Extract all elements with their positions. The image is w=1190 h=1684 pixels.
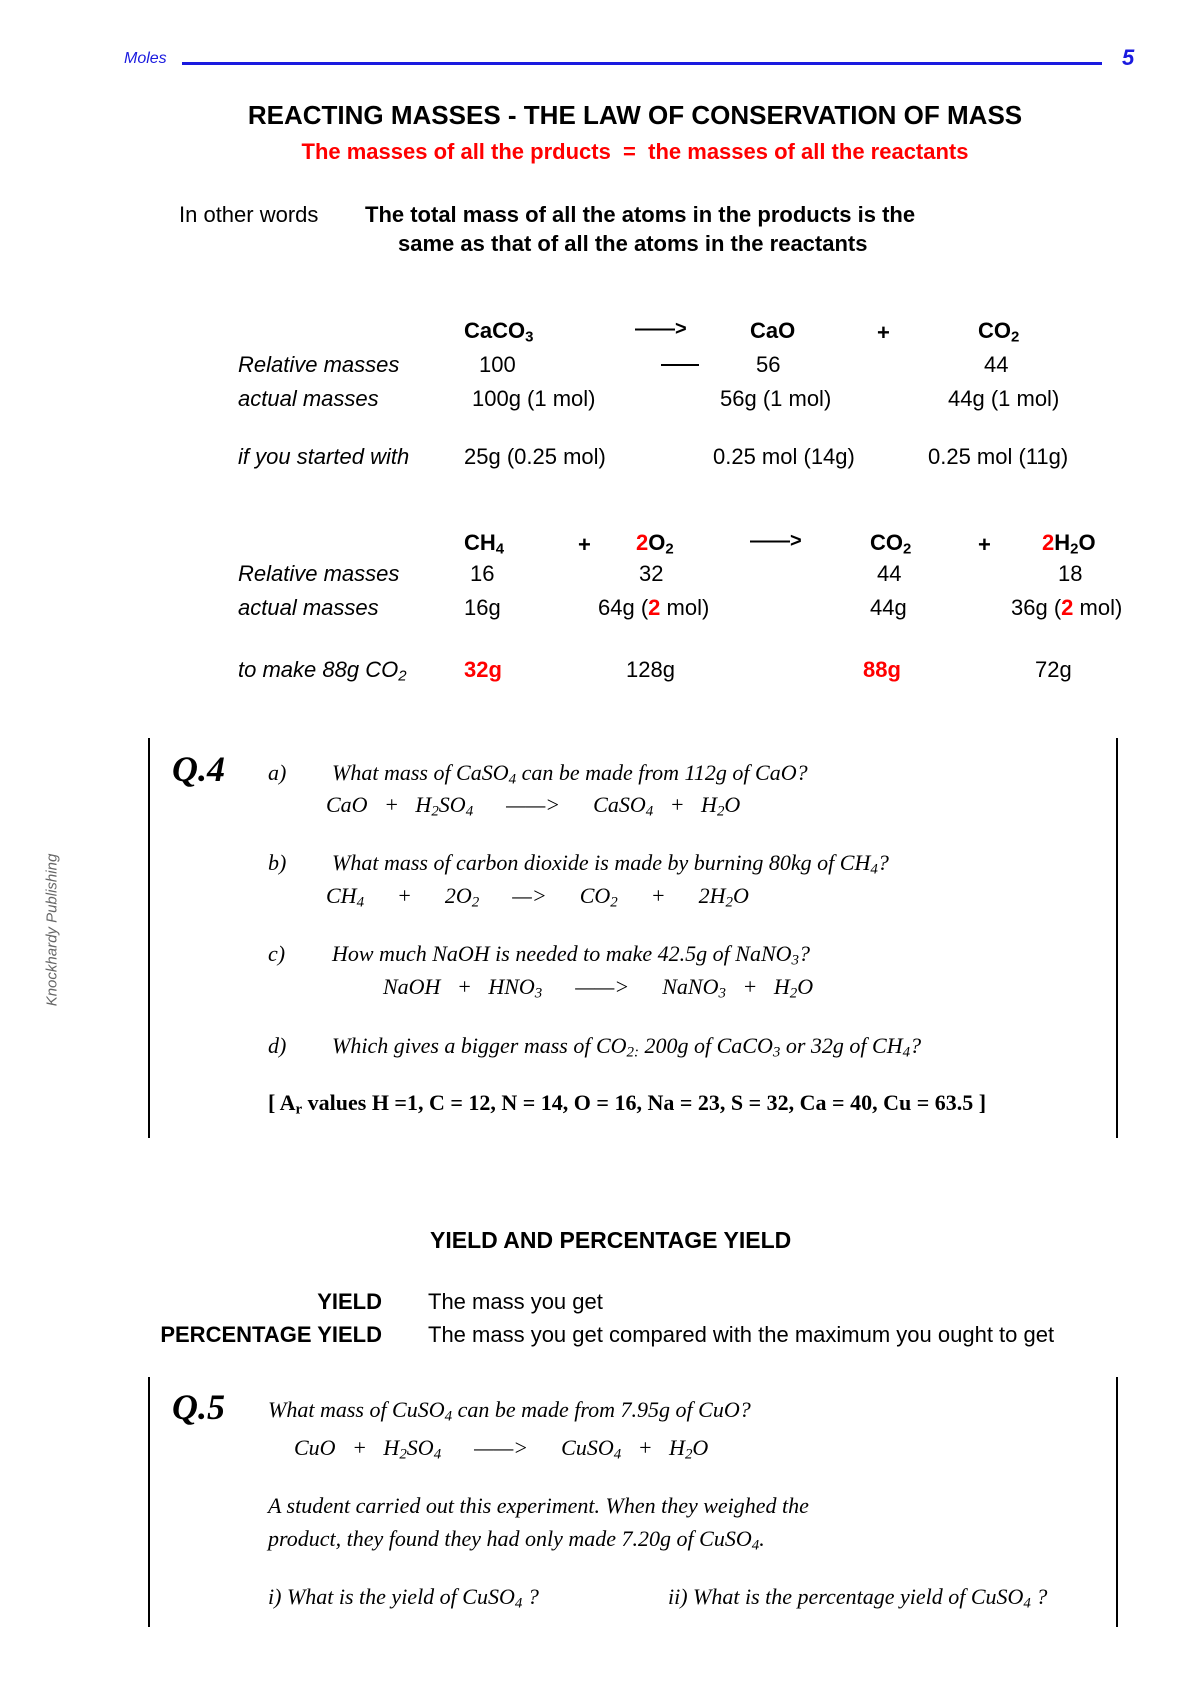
eq1-product1: CaO [750, 318, 796, 343]
eq1-rel-c3: 44 [984, 352, 1009, 377]
eq2-make-label: to make 88g $CO_2$ [238, 657, 407, 685]
q4-a-letter: a) [268, 760, 287, 785]
q4-a-equation: CaO + $H_2SO_4$ ——> CaSO$_4$ + $H_2O$ [326, 792, 741, 820]
subtitle [0, 139, 1190, 165]
q5-label: Q.5 [172, 1387, 225, 1427]
eq1-plus: + [877, 320, 890, 345]
eq2-act-3: 44g [870, 595, 907, 620]
yield-heading: YIELD AND PERCENTAGE YIELD [430, 1227, 792, 1253]
eq2-make-2: 128g [626, 657, 675, 682]
eq2-o2: $2O_2$ [636, 530, 674, 558]
q4-b-letter: b) [268, 850, 287, 875]
eq1-row-label-rel: Relative masses [238, 352, 400, 377]
q4-right-border [1116, 738, 1118, 1138]
eq2-h2o: $2H_2O$ [1042, 530, 1096, 558]
q5-paragraph-line1: A student carried out this experiment. When they weighed the [268, 1493, 809, 1518]
eq2-act-1: 16g [464, 595, 501, 620]
eq1-dash [661, 364, 699, 366]
q4-d-question: Which gives a bigger mass of $CO_{2:}$ 200g of CaCO$_3$ or 32g of $CH_4$? [332, 1033, 922, 1061]
subtitle-eq: = [623, 139, 636, 164]
subtitle-right: the masses of all the reactants [648, 139, 969, 164]
eq2-rel-4: 18 [1058, 561, 1083, 586]
eq1-start-c2: 0.25 mol (14g) [713, 444, 855, 469]
q4-b-equation: $CH_4$ + $2O_2$ —> $CO_2$ + $2H_2O$ [326, 883, 749, 911]
eq1-rel-c2: 56 [756, 352, 781, 377]
yield-definition: The mass you get [428, 1289, 603, 1314]
eq1-product2: $CO_2$ [978, 318, 1020, 346]
q4-left-border [148, 738, 150, 1138]
eq2-act-label: actual masses [238, 595, 379, 620]
q5-left-border [148, 1377, 150, 1627]
percentage-yield-label: PERCENTAGE YIELD [160, 1322, 382, 1347]
eq2-make-1: 32g [464, 657, 502, 682]
eq1-start-c3: 0.25 mol (11g) [928, 444, 1069, 469]
eq1-reactant: CaCO$_3$ [464, 318, 534, 346]
eq2-arrow: ——> [750, 530, 802, 552]
q5-question: What mass of CuSO$_4$ can be made from 7.95g of CuO? [268, 1397, 751, 1425]
q4-d-letter: d) [268, 1033, 287, 1058]
eq2-act-4: 36g (2 mol) [1011, 595, 1123, 620]
ar-values: [ $A_r$ values H =1, C = 12, N = 14, O = 16, Na = 23, S = 32, Ca = 40, Cu = 63.5 ] [268, 1090, 987, 1118]
eq1-act-c2: 56g (1 mol) [720, 386, 832, 411]
other-words-label: In other words [179, 202, 319, 227]
eq2-plus2: + [978, 532, 991, 557]
q4-c-question: How much NaOH is needed to make 42.5g of NaNO$_3$? [332, 941, 810, 969]
other-words-line2: same as that of all the atoms in the reactants [398, 231, 868, 256]
eq1-act-c3: 44g (1 mol) [948, 386, 1060, 411]
q5-equation: CuO + $H_2SO_4$ ——> CuSO$_4$ + $H_2O$ [294, 1435, 709, 1463]
eq1-row-label-start: if you started with [238, 444, 410, 469]
q5-paragraph-line2: product, they found they had only made 7.20g of CuSO$_4$. [268, 1526, 765, 1554]
eq2-act-2: 64g (2 mol) [598, 595, 710, 620]
eq2-ch4: $CH_4$ [464, 530, 505, 558]
eq2-rel-3: 44 [877, 561, 902, 586]
side-note: Knockhardy Publishing [43, 853, 61, 1007]
q5-question-ii: ii) What is the percentage yield of CuSO$_4$ ? [668, 1584, 1048, 1612]
eq2-plus1: + [578, 532, 591, 557]
q4-label: Q.4 [172, 749, 225, 789]
eq1-rel-c1: 100 [479, 352, 516, 377]
q5-right-border [1116, 1377, 1118, 1627]
eq1-arrow: ——> [635, 318, 687, 340]
eq2-make-4: 72g [1035, 657, 1072, 682]
header-section: Moles [124, 50, 167, 67]
page-title: REACTING MASSES - THE LAW OF CONSERVATION OF MASS [247, 100, 1023, 130]
q4-b-question: What mass of carbon dioxide is made by burning 80kg of $CH_4$? [332, 850, 889, 878]
eq1-start-c1: 25g (0.25 mol) [464, 444, 606, 469]
eq1-act-c1: 100g (1 mol) [472, 386, 596, 411]
q5-question-i: i) What is the yield of CuSO$_4$ ? [268, 1584, 539, 1612]
q4-a-question: What mass of CaSO$_4$ can be made from 112g of CaO? [332, 760, 808, 788]
eq1-row-label-act: actual masses [238, 386, 379, 411]
eq2-rel-2: 32 [639, 561, 664, 586]
page-number: 5 [1122, 45, 1135, 70]
q4-c-letter: c) [268, 941, 286, 966]
yield-label: YIELD [317, 1289, 382, 1314]
eq2-co2: $CO_2$ [870, 530, 912, 558]
q4-c-equation: NaOH + $HNO_3$ ——> NaNO$_3$ + $H_2O$ [383, 974, 814, 1002]
eq2-rel-1: 16 [470, 561, 495, 586]
eq2-make-3: 88g [863, 657, 901, 682]
percentage-yield-definition: The mass you get compared with the maximum you ought to get [428, 1322, 1055, 1347]
subtitle-left: The masses of all the prducts [301, 139, 611, 164]
other-words-line1: The total mass of all the atoms in the products is the [365, 202, 916, 227]
eq2-rel-label: Relative masses [238, 561, 400, 586]
header-rule [182, 62, 1102, 65]
